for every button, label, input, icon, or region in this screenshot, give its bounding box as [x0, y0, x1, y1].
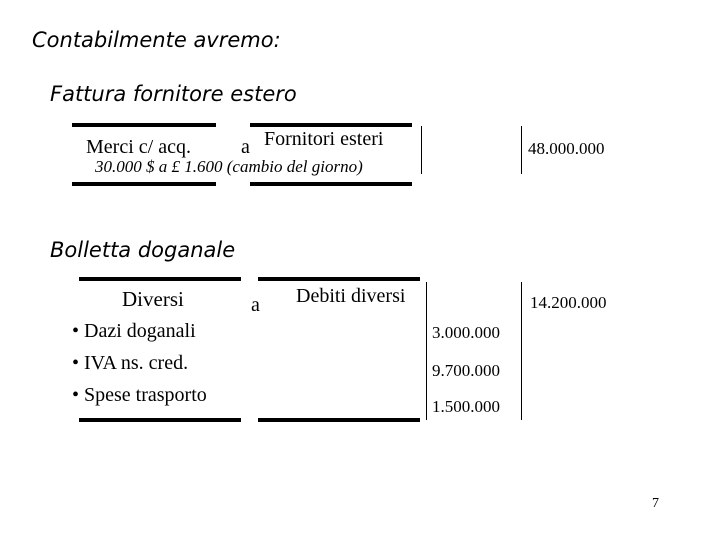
slide-heading: Contabilmente avremo: [32, 28, 281, 52]
entry1-col-line-1 [421, 126, 422, 174]
entry2-item: • Dazi doganali [72, 320, 196, 342]
entry1-debit-top-rule [72, 123, 216, 127]
entry1-credit-top-rule [250, 123, 412, 127]
entry1-credit-account: Fornitori esteri [264, 128, 384, 150]
entry2-debit-bottom-rule [79, 418, 241, 422]
entry2-credit-bottom-rule [258, 418, 420, 422]
page-number: 7 [652, 496, 659, 511]
entry2-item: • Spese trasporto [72, 384, 207, 406]
entry2-partial-amount: 9.700.000 [432, 361, 500, 380]
entry2-col-line-1 [426, 282, 427, 420]
entry1-amount: 48.000.000 [528, 139, 605, 158]
entry2-col-line-2 [521, 282, 522, 420]
entry1-debit-account: Merci c/ acq. [86, 136, 191, 158]
entry2-item: • IVA ns. cred. [72, 352, 189, 374]
entry1-title: Fattura fornitore estero [50, 82, 297, 106]
entry2-credit-account: Debiti diversi [296, 285, 406, 307]
entry1-col-line-2 [521, 126, 522, 174]
entry1-exchange-note: 30.000 $ a £ 1.600 (cambio del giorno) [95, 157, 363, 176]
entry2-title: Bolletta doganale [50, 238, 236, 262]
entry1-a: a [241, 136, 250, 158]
entry2-total: 14.200.000 [530, 293, 607, 312]
entry2-a: a [251, 294, 260, 316]
entry2-credit-top-rule [258, 277, 420, 281]
entry2-partial-amount: 1.500.000 [432, 397, 500, 416]
entry2-debit-header: Diversi [122, 287, 184, 311]
entry1-debit-bottom-rule [72, 182, 216, 186]
entry1-credit-bottom-rule [250, 182, 412, 186]
entry2-debit-top-rule [79, 277, 241, 281]
entry2-partial-amount: 3.000.000 [432, 323, 500, 342]
